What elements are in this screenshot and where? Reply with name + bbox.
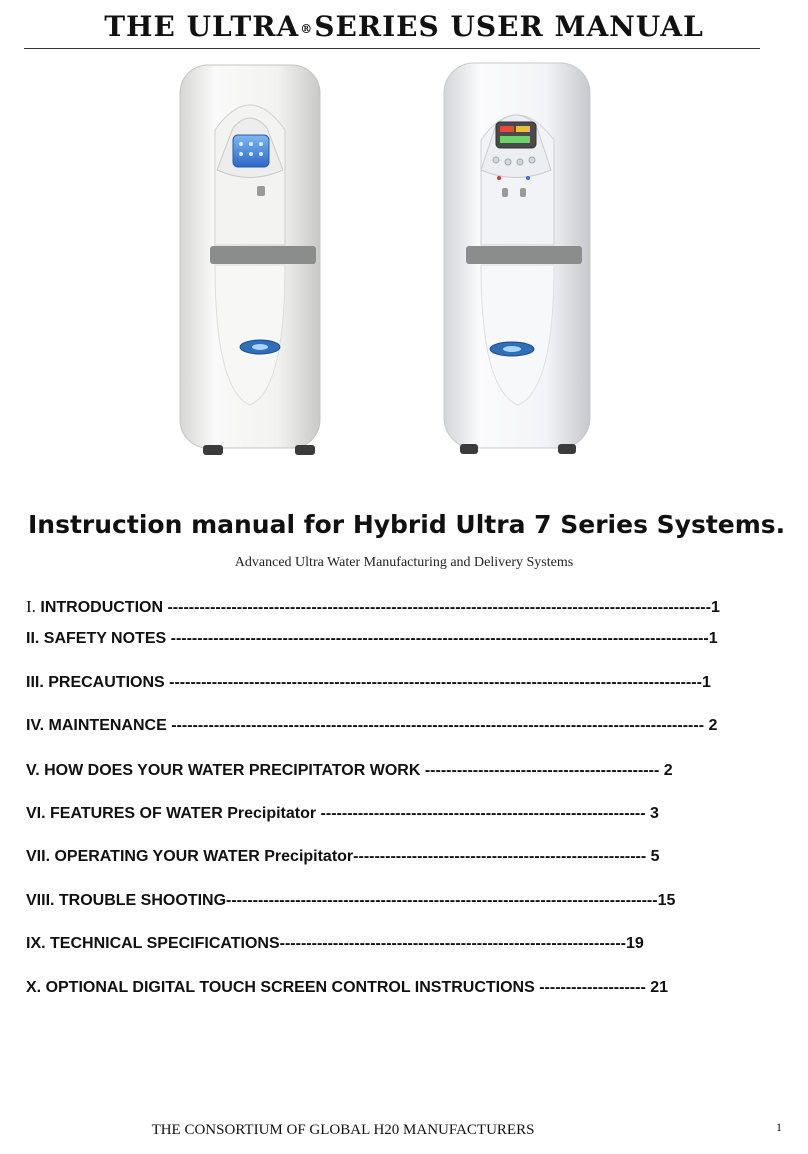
toc-entry-features[interactable]: VI. FEATURES OF WATER Precipitator ------------------------------------------------------------- 3 [26, 805, 659, 822]
page-footer: THE CONSORTIUM OF GLOBAL H20 MANUFACTURERS [151, 1122, 535, 1138]
toc-entry-touch-screen-instructions[interactable]: X. OPTIONAL DIGITAL TOUCH SCREEN CONTROL INSTRUCTIONS -------------------- 21 [26, 979, 669, 996]
toc-entry-how-it-works[interactable]: V. HOW DOES YOUR WATER PRECIPITATOR WORK -------------------------------------------- 2 [26, 762, 673, 779]
toc-entry-precautions[interactable]: III. PRECAUTIONS ----------------------------------------------------------------------------------------------------1 [26, 674, 711, 691]
toc-entry-introduction[interactable]: I. INTRODUCTION ------------------------------------------------------------------------------------------------------1 [26, 597, 720, 616]
page-number: 1 [776, 1120, 782, 1134]
manual-header-title: THE ULTRA®SERIES USER MANUAL [104, 10, 704, 43]
manual-subtitle: Advanced Ultra Water Manufacturing and Delivery Systems [234, 555, 574, 570]
toc-entry-operating[interactable]: VII. OPERATING YOUR WATER Precipitator------------------------------------------------------- 5 [26, 848, 660, 865]
toc-entry-maintenance[interactable]: IV. MAINTENANCE ---------------------------------------------------------------------------------------------------- 2 [26, 717, 718, 734]
header-divider [24, 48, 760, 49]
product-image-left [175, 60, 325, 460]
toc-entry-technical-specifications[interactable]: IX. TECHNICAL SPECIFICATIONS-----------------------------------------------------------------19 [26, 935, 644, 952]
water-dispenser-blue-panel-icon [175, 60, 325, 460]
toc-entry-trouble-shooting[interactable]: VIII. TROUBLE SHOOTING---------------------------------------------------------------------------------15 [26, 892, 676, 909]
page-header [0, 10, 808, 43]
product-image-right [436, 60, 596, 460]
toc-entry-safety-notes[interactable]: II. SAFETY NOTES -----------------------------------------------------------------------------------------------------1 [26, 630, 718, 647]
water-dispenser-digital-panel-icon [436, 60, 596, 460]
manual-title: Instruction manual for Hybrid Ultra 7 Series Systems. [28, 510, 786, 539]
